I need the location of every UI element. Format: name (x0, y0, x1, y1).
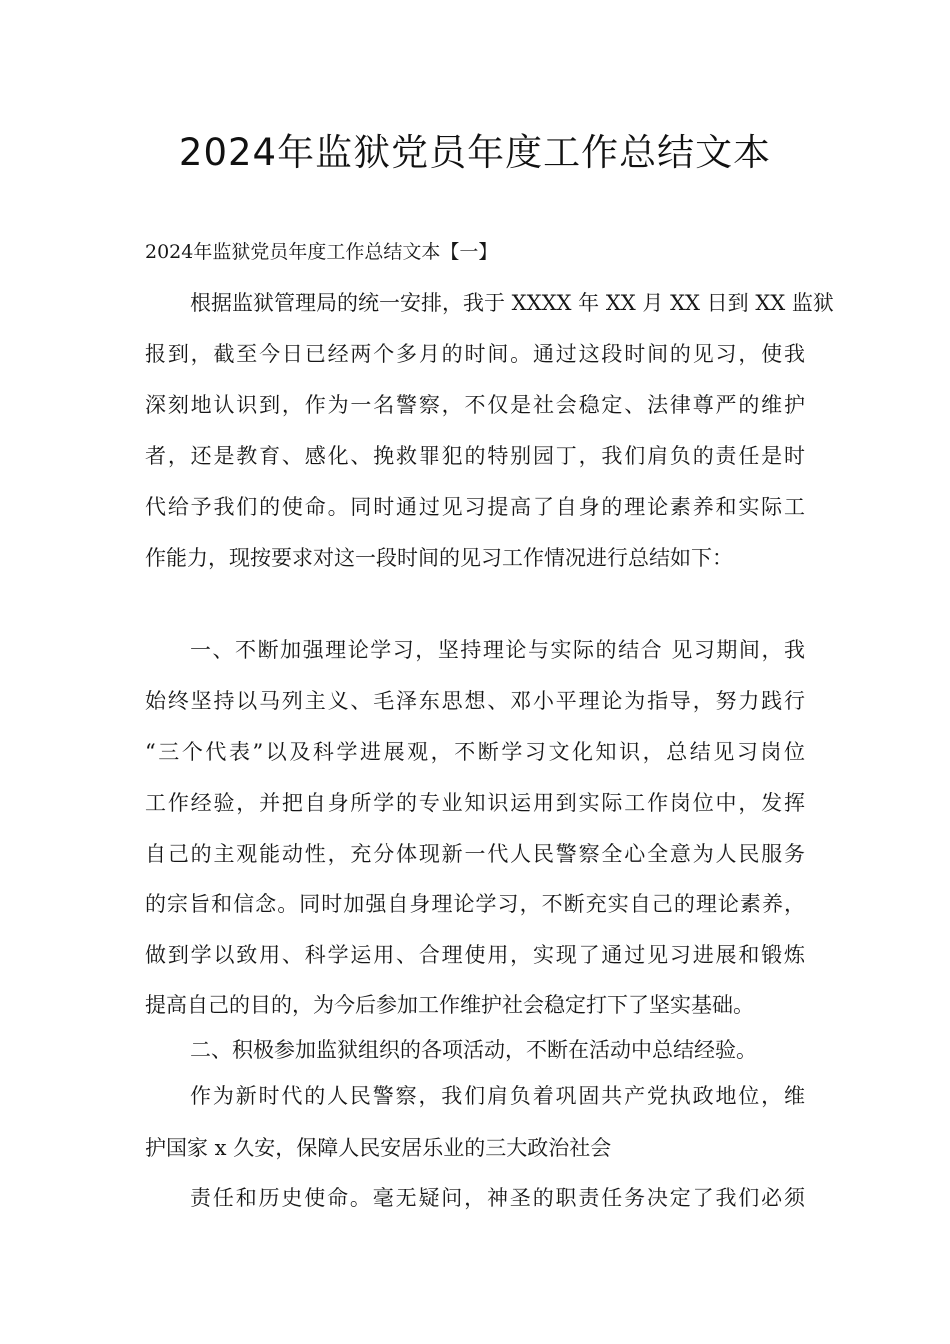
section-heading: 2024年监狱党员年度工作总结文本【一】 (145, 241, 498, 263)
paragraph-line: 责任和历史使命。毫无疑问，神圣的职责任务决定了我们必须 (190, 1186, 805, 1210)
paragraph-line: 根据监狱管理局的统一安排，我于 XXXX 年 XX 月 XX 日到 XX 监狱 (190, 291, 834, 315)
paragraph-line: 工作经验，并把自身所学的专业知识运用到实际工作岗位中，发挥 (145, 791, 805, 815)
document-title: 2024年监狱党员年度工作总结文本 (178, 131, 772, 174)
paragraph-line: 作能力，现按要求对这一段时间的见习工作情况进行总结如下： (145, 546, 733, 570)
paragraph-line: 一、不断加强理论学习，坚持理论与实际的结合 见习期间，我 (190, 638, 805, 662)
paragraph-line: 作为新时代的人民警察，我们肩负着巩固共产党执政地位，维 (190, 1084, 805, 1108)
paragraph-line: 代给予我们的使命。同时通过见习提高了自身的理论素养和实际工 (145, 495, 805, 519)
paragraph-line: 始终坚持以马列主义、毛泽东思想、邓小平理论为指导，努力践行 (145, 689, 805, 713)
paragraph-line: 的宗旨和信念。同时加强自身理论学习，不断充实自己的理论素养， (145, 892, 805, 916)
section-line: 二、积极参加监狱组织的各项活动，不断在活动中总结经验。 (190, 1038, 757, 1062)
paragraph-line: 自己的主观能动性，充分体现新一代人民警察全心全意为人民服务 (145, 842, 805, 866)
paragraph-line: 深刻地认识到，作为一名警察，不仅是社会稳定、法律尊严的维护 (145, 393, 805, 417)
paragraph-line: 报到，截至今日已经两个多月的时间。通过这段时间的见习，使我 (145, 342, 805, 366)
paragraph-line: “三个代表”以及科学进展观，不断学习文化知识，总结见习岗位 (145, 740, 805, 764)
paragraph-line: 提高自己的目的，为今后参加工作维护社会稳定打下了坚实基础。 (145, 993, 754, 1017)
paragraph-line: 者，还是教育、感化、挽救罪犯的特别园丁，我们肩负的责任是时 (145, 444, 805, 468)
paragraph-line: 护国家 x 久安，保障人民安居乐业的三大政治社会 (145, 1136, 612, 1160)
paragraph-line: 做到学以致用、科学运用、合理使用，实现了通过见习进展和锻炼 (145, 943, 805, 967)
